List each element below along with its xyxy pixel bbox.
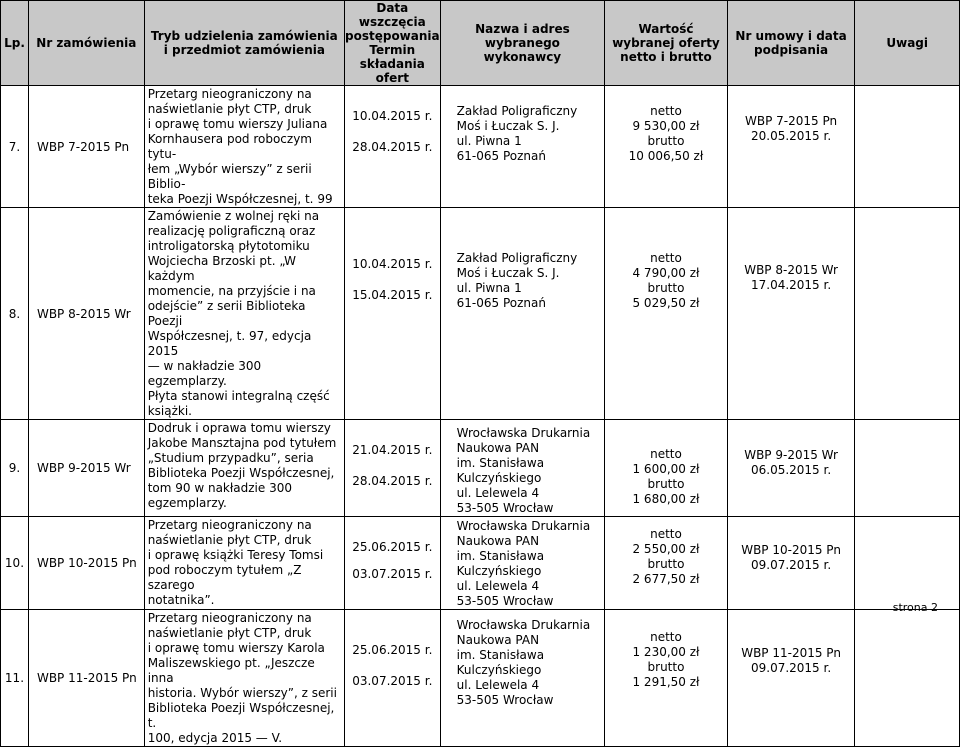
- row-contract: [727, 420, 855, 517]
- page-number: strona 2: [892, 601, 938, 614]
- net-value: 1 230,00 zł: [632, 645, 700, 659]
- row-notes: [855, 208, 960, 420]
- row-lp: 9.: [1, 420, 29, 517]
- net-value: 9 530,00 zł: [632, 119, 700, 133]
- gross-value: 2 677,50 zł: [632, 572, 700, 586]
- row-dates: [345, 208, 441, 420]
- row-order-no: WBP 10-2015 Pn: [28, 517, 144, 610]
- row-order-no: WBP 11-2015 Pn: [28, 610, 144, 747]
- row-order-no: WBP 8-2015 Wr: [28, 208, 144, 420]
- header-value: Wartość wybranej oferty netto i brutto: [605, 1, 728, 86]
- row-notes: [855, 610, 960, 747]
- row-description: Dodruk i oprawa tomu wierszy Jakobe Mansztajna pod tytułem „Studium przypadku”, seria Biblioteka Poezji Współczesnej, tom 90 w nakładzie 300 egzemplarzy.: [144, 420, 344, 517]
- row-value: [605, 517, 728, 610]
- date-due: 03.07.2015 r.: [352, 674, 433, 688]
- gross-label: brutto: [647, 660, 685, 674]
- row-notes: [855, 517, 960, 610]
- row-dates: [345, 517, 441, 610]
- date-due: 15.04.2015 r.: [352, 288, 433, 302]
- date-start: 25.06.2015 r.: [352, 643, 433, 657]
- row-dates: [345, 86, 441, 208]
- contract-no: WBP 9-2015 Wr: [744, 448, 838, 462]
- row-description: Przetarg nieograniczony na naświetlanie płyt CTP, druk i oprawę książki Teresy Tomsi pod roboczym tytułem „Z szarego notatnika”.: [144, 517, 344, 610]
- contract-date: 09.07.2015 r.: [750, 661, 832, 675]
- header-notes: Uwagi: [855, 1, 960, 86]
- row-description: Przetarg nieograniczony na naświetlanie płyt CTP, druk i oprawę tomu wierszy Karola Maliszewskiego pt. „Jeszcze inna historia. Wybór wierszy”, z serii Biblioteka Poezji Współczesnej, t. 100, edycja 2015 — V.: [144, 610, 344, 747]
- date-start: 10.04.2015 r.: [352, 257, 433, 271]
- row-description: Przetarg nieograniczony na naświetlanie płyt CTP, druk i oprawę tomu wierszy Juliana Kornhausera pod roboczym tytu- łem „Wybór wierszy” z serii Biblio- teka Poezji Współczesnej, t. 99: [144, 86, 344, 208]
- header-contract: Nr umowy i data podpisania: [727, 1, 855, 86]
- row-value: [605, 610, 728, 747]
- contract-date: 17.04.2015 r.: [750, 278, 832, 292]
- row-contract: [727, 610, 855, 747]
- table-row: [1, 420, 960, 517]
- net-label: netto: [650, 527, 682, 541]
- row-contract: [727, 517, 855, 610]
- row-contract: [727, 208, 855, 420]
- row-lp: 7.: [1, 86, 29, 208]
- table-row: [1, 86, 960, 208]
- row-lp: 11.: [1, 610, 29, 747]
- net-value: 2 550,00 zł: [632, 542, 700, 556]
- row-notes: [855, 420, 960, 517]
- header-contractor: Nazwa i adres wybranego wykonawcy: [440, 1, 605, 86]
- contract-date: 09.07.2015 r.: [750, 558, 832, 572]
- header-lp: Lp.: [1, 1, 29, 86]
- row-dates: [345, 610, 441, 747]
- net-value: 1 600,00 zł: [632, 462, 700, 476]
- header-order-no: Nr zamówienia: [28, 1, 144, 86]
- gross-label: brutto: [647, 134, 685, 148]
- date-due: 28.04.2015 r.: [352, 140, 433, 154]
- contract-date: 06.05.2015 r.: [750, 463, 832, 477]
- net-label: netto: [650, 447, 682, 461]
- gross-value: 1 291,50 zł: [632, 675, 700, 689]
- row-contractor: Zakład Poligraficzny Moś i Łuczak S. J. ul. Piwna 1 61-065 Poznań: [440, 86, 605, 208]
- date-due: 03.07.2015 r.: [352, 567, 433, 581]
- table-row: [1, 517, 960, 610]
- row-lp: 10.: [1, 517, 29, 610]
- gross-label: brutto: [647, 281, 685, 295]
- gross-label: brutto: [647, 477, 685, 491]
- header-mode: Tryb udzielenia zamówienia i przedmiot zamówienia: [144, 1, 344, 86]
- date-start: 21.04.2015 r.: [352, 443, 433, 457]
- row-value: [605, 420, 728, 517]
- net-label: netto: [650, 251, 682, 265]
- table-row: [1, 610, 960, 747]
- row-order-no: WBP 7-2015 Pn: [28, 86, 144, 208]
- row-value: [605, 208, 728, 420]
- date-due: 28.04.2015 r.: [352, 474, 433, 488]
- row-lp: 8.: [1, 208, 29, 420]
- date-start: 25.06.2015 r.: [352, 540, 433, 554]
- contract-no: WBP 8-2015 Wr: [744, 263, 838, 277]
- row-value: [605, 86, 728, 208]
- table-row: [1, 208, 960, 420]
- contract-date: 20.05.2015 r.: [750, 129, 832, 143]
- net-label: netto: [650, 630, 682, 644]
- date-start: 10.04.2015 r.: [352, 109, 433, 123]
- net-value: 4 790,00 zł: [632, 266, 700, 280]
- contract-no: WBP 11-2015 Pn: [741, 646, 841, 660]
- row-contractor: Wrocławska Drukarnia Naukowa PAN im. Stanisława Kulczyńskiego ul. Lelewela 4 53-505 Wrocław: [440, 420, 605, 517]
- row-contractor: Wrocławska Drukarnia Naukowa PAN im. Stanisława Kulczyńskiego ul. Lelewela 4 53-505 Wrocław: [440, 610, 605, 747]
- header-dates: Data wszczęcia postępowania Termin składania ofert: [345, 1, 440, 85]
- row-dates: [345, 420, 441, 517]
- row-contractor: Wrocławska Drukarnia Naukowa PAN im. Stanisława Kulczyńskiego ul. Lelewela 4 53-505 Wrocław: [440, 517, 605, 610]
- row-contractor: Zakład Poligraficzny Moś i Łuczak S. J. ul. Piwna 1 61-065 Poznań: [440, 208, 605, 420]
- row-description: Zamówienie z wolnej ręki na realizację poligraficzną oraz introligatorską płytotomiku Wojciecha Brzoski pt. „W każdym momencie, na przyjście i na odejście” z serii Biblioteka Poezji Współczesnej, t. 97, edycja 2015 — w nakładzie 300 egzemplarzy. Płyta stanowi integralną część książki.: [144, 208, 344, 420]
- gross-label: brutto: [647, 557, 685, 571]
- gross-value: 10 006,50 zł: [628, 149, 704, 163]
- gross-value: 5 029,50 zł: [632, 296, 700, 310]
- gross-value: 1 680,00 zł: [632, 492, 700, 506]
- net-label: netto: [650, 104, 682, 118]
- header-row: [1, 1, 960, 86]
- contract-no: WBP 10-2015 Pn: [741, 543, 841, 557]
- row-contract: [727, 86, 855, 208]
- row-order-no: WBP 9-2015 Wr: [28, 420, 144, 517]
- contract-no: WBP 7-2015 Pn: [745, 114, 838, 128]
- row-notes: [855, 86, 960, 208]
